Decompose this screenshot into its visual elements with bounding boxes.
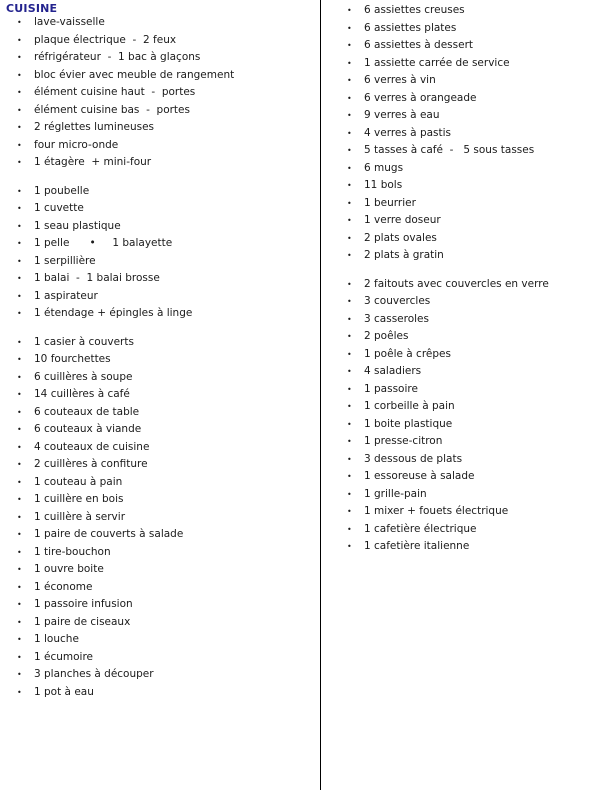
list-item	[336, 212, 615, 230]
bullet-icon: •	[17, 53, 22, 62]
list-item-label: plaque électrique - 2 feux	[34, 33, 177, 46]
bullet-icon: •	[17, 600, 22, 609]
list-item	[336, 398, 615, 416]
bullet-icon: •	[347, 349, 352, 359]
list-item	[336, 160, 615, 178]
list-item-label: 2 réglettes lumineuses	[34, 121, 154, 133]
list-item-label: 1 cuillère à servir	[34, 510, 126, 523]
list-spacer	[336, 265, 615, 276]
bullet-icon: •	[17, 123, 22, 132]
bullet-icon: •	[17, 337, 22, 347]
bullet-icon: •	[17, 274, 22, 283]
list-item	[6, 119, 318, 137]
bullet-icon: •	[347, 314, 352, 324]
bullet-icon: •	[347, 216, 352, 225]
list-item	[6, 579, 318, 597]
list-item	[6, 235, 318, 253]
bullet-icon: •	[347, 58, 352, 68]
list-item	[6, 474, 318, 492]
bullet-icon: •	[17, 565, 22, 574]
list-item	[6, 288, 318, 306]
list-item	[6, 369, 318, 387]
list-item	[6, 154, 318, 172]
list-item	[6, 404, 318, 422]
list-item	[336, 142, 615, 160]
list-item	[336, 486, 615, 504]
list-item	[336, 346, 615, 364]
list-item-label: 3 couvercles	[364, 295, 431, 307]
list-item-label: 1 poubelle	[34, 184, 90, 197]
list-item	[6, 102, 318, 120]
list-item-label: 5 tasses à café - 5 sous tasses	[364, 144, 535, 156]
list-item-label: 10 fourchettes	[34, 353, 111, 365]
list-item-label: 1 paire de couverts à salade	[34, 528, 184, 540]
bullet-icon: •	[17, 635, 22, 644]
list-item	[336, 328, 615, 346]
bullet-icon: •	[347, 419, 352, 429]
bullet-icon: •	[17, 460, 22, 469]
list-item	[336, 230, 615, 248]
bullet-icon: •	[17, 35, 22, 45]
list-item	[6, 614, 318, 632]
list-item-label: 1 mixer + fouets électrique	[364, 505, 509, 517]
list-item-label: 1 seau plastique	[34, 219, 121, 232]
list-item-label: réfrigérateur - 1 bac à glaçons	[34, 51, 201, 63]
bullet-icon: •	[347, 93, 352, 103]
list-item	[6, 253, 318, 271]
bullet-icon: •	[17, 186, 22, 196]
list-item-label: 1 verre doseur	[364, 214, 441, 226]
list-item-label: 6 couteaux à viande	[34, 423, 142, 435]
list-item	[6, 509, 318, 527]
list-item	[6, 684, 318, 702]
list-item-label: 4 couteaux de cuisine	[34, 440, 150, 453]
list-item	[336, 20, 615, 38]
list-item	[336, 177, 615, 195]
list-item	[336, 538, 615, 556]
list-item-label: 1 cuvette	[34, 202, 84, 214]
list-item	[336, 107, 615, 125]
list-item	[336, 381, 615, 399]
bullet-icon: •	[17, 442, 22, 452]
list-item-label: 1 grille-pain	[364, 487, 427, 500]
list-item	[336, 293, 615, 311]
list-item-label: 1 étendage + épingles à linge	[34, 307, 193, 319]
bullet-icon: •	[17, 530, 22, 539]
list-item	[336, 90, 615, 108]
bullet-icon: •	[347, 6, 352, 15]
list-item-label: 1 couteau à pain	[34, 475, 123, 488]
list-item	[336, 72, 615, 90]
list-item-label: 1 pelle • 1 balayette	[34, 237, 173, 249]
list-item	[336, 468, 615, 486]
list-item-label: 1 ouvre boite	[34, 563, 104, 575]
list-item-label: 6 verres à orangeade	[364, 91, 477, 104]
bullet-icon: •	[347, 146, 352, 155]
list-item-label: 1 balai - 1 balai brosse	[34, 272, 160, 284]
bullet-icon: •	[347, 454, 352, 464]
list-item-label: 1 écumoire	[34, 650, 94, 663]
list-item-label: 6 verres à vin	[364, 74, 436, 86]
bullet-icon: •	[17, 495, 22, 504]
list-item	[6, 334, 318, 352]
list-item-label: 6 mugs	[364, 161, 404, 174]
list-item	[6, 137, 318, 155]
list-item	[6, 561, 318, 579]
bullet-icon: •	[347, 233, 352, 243]
bullet-icon: •	[17, 425, 22, 434]
bullet-icon: •	[347, 507, 352, 516]
bullet-icon: •	[17, 390, 22, 399]
list-item-label: 3 dessous de plats	[364, 452, 463, 465]
list-item-label: 4 saladiers	[364, 365, 422, 377]
bullet-icon: •	[347, 437, 352, 446]
list-item-label: 1 aspirateur	[34, 289, 98, 302]
bullet-icon: •	[347, 542, 352, 551]
list-item	[6, 218, 318, 236]
list-item	[6, 491, 318, 509]
list-item-label: 14 cuillères à café	[34, 388, 130, 400]
list-item	[336, 416, 615, 434]
list-item-label: 2 cuillères à confiture	[34, 458, 148, 470]
list-item-label: 1 cafetière italienne	[364, 540, 470, 552]
list-item	[6, 270, 318, 288]
bullet-icon: •	[347, 111, 352, 120]
bullet-icon: •	[17, 355, 22, 364]
list-item	[336, 247, 615, 265]
bullet-icon: •	[17, 18, 22, 27]
list-item-label: 1 passoire infusion	[34, 598, 133, 610]
bullet-icon: •	[17, 221, 22, 231]
list-item-label: 3 casseroles	[364, 312, 429, 325]
list-item-label: 1 louche	[34, 633, 79, 645]
list-item-label: 1 poêle à crêpes	[364, 347, 451, 360]
list-item	[6, 631, 318, 649]
list-item-label: 1 boite plastique	[364, 417, 453, 430]
list-item	[336, 195, 615, 213]
list-item	[6, 14, 318, 32]
list-item-label: 2 faitouts avec couvercles en verre	[364, 277, 549, 290]
list-item-label: 2 plats ovales	[364, 231, 437, 244]
left-column-list	[6, 14, 318, 701]
left-column	[0, 14, 318, 701]
bullet-icon: •	[347, 402, 352, 411]
list-item-label: 1 pot à eau	[34, 685, 94, 698]
bullet-icon: •	[17, 547, 22, 557]
list-item-label: 1 essoreuse à salade	[364, 470, 475, 482]
list-item-label: 9 verres à eau	[364, 109, 440, 121]
list-item	[6, 596, 318, 614]
bullet-icon: •	[347, 76, 352, 85]
bullet-icon: •	[17, 309, 22, 318]
list-item-label: 6 assiettes plates	[364, 21, 457, 34]
list-item	[6, 49, 318, 67]
list-item	[6, 666, 318, 684]
list-item	[336, 55, 615, 73]
list-item	[6, 649, 318, 667]
list-item	[336, 276, 615, 294]
bullet-icon: •	[347, 279, 352, 289]
bullet-icon: •	[17, 652, 22, 662]
list-item	[6, 305, 318, 323]
list-item-label: 1 paire de ciseaux	[34, 615, 131, 628]
column-divider	[320, 0, 321, 790]
list-item-label: 1 passoire	[364, 382, 418, 395]
list-item-label: 1 casier à couverts	[34, 335, 134, 348]
list-item-label: 1 presse-citron	[364, 435, 443, 447]
list-item	[336, 311, 615, 329]
bullet-icon: •	[347, 163, 352, 173]
bullet-icon: •	[17, 239, 22, 248]
bullet-icon: •	[17, 204, 22, 213]
list-item-label: 1 beurrier	[364, 196, 416, 209]
list-item	[336, 433, 615, 451]
list-item-label: bloc évier avec meuble de rangement	[34, 68, 235, 81]
list-item	[6, 32, 318, 50]
list-spacer	[6, 323, 318, 334]
bullet-icon: •	[17, 88, 22, 97]
list-item	[6, 544, 318, 562]
list-item	[336, 363, 615, 381]
bullet-icon: •	[347, 367, 352, 376]
bullet-icon: •	[347, 332, 352, 341]
list-item-label: élément cuisine haut - portes	[34, 86, 196, 98]
list-item	[6, 351, 318, 369]
bullet-icon: •	[17, 158, 22, 167]
bullet-icon: •	[347, 489, 352, 499]
list-item	[6, 439, 318, 457]
list-item	[6, 526, 318, 544]
list-item-label: 6 couteaux de table	[34, 405, 140, 418]
list-item-label: 6 cuillères à soupe	[34, 370, 133, 383]
bullet-icon: •	[347, 23, 352, 33]
right-column-list	[336, 2, 615, 556]
list-item-label: 1 corbeille à pain	[364, 400, 455, 412]
bullet-icon: •	[17, 512, 22, 522]
list-item	[336, 125, 615, 143]
list-spacer	[6, 172, 318, 183]
bullet-icon: •	[17, 140, 22, 150]
bullet-icon: •	[17, 477, 22, 487]
list-item-label: élément cuisine bas - portes	[34, 103, 190, 116]
list-item	[6, 456, 318, 474]
list-item	[6, 84, 318, 102]
bullet-icon: •	[17, 617, 22, 627]
bullet-icon: •	[17, 670, 22, 679]
page-title: CUISINE	[6, 2, 58, 15]
right-column	[330, 2, 615, 556]
list-item-label: 3 planches à découper	[34, 668, 154, 680]
list-item-label: 6 assiettes à dessert	[364, 39, 474, 51]
bullet-icon: •	[17, 582, 22, 592]
list-item	[336, 451, 615, 469]
bullet-icon: •	[347, 41, 352, 50]
bullet-icon: •	[347, 472, 352, 481]
list-item	[6, 386, 318, 404]
list-item	[336, 2, 615, 20]
list-item-label: 1 cuillère en bois	[34, 493, 124, 505]
list-item-label: 1 serpillière	[34, 254, 96, 267]
list-item-label: 2 plats à gratin	[364, 249, 444, 261]
bullet-icon: •	[347, 524, 352, 534]
bullet-icon: •	[17, 687, 22, 697]
list-item-label: 4 verres à pastis	[364, 126, 452, 139]
list-item	[336, 521, 615, 539]
list-item-label: 6 assiettes creuses	[364, 4, 465, 16]
bullet-icon: •	[17, 407, 22, 417]
list-item-label: 1 cafetière électrique	[364, 522, 477, 535]
list-item	[6, 183, 318, 201]
list-item	[6, 421, 318, 439]
list-item-label: lave-vaisselle	[34, 16, 105, 28]
bullet-icon: •	[347, 181, 352, 190]
bullet-icon: •	[17, 256, 22, 266]
list-item-label: 1 assiette carrée de service	[364, 56, 510, 69]
list-item-label: 1 économe	[34, 580, 93, 593]
list-item	[336, 37, 615, 55]
bullet-icon: •	[347, 198, 352, 208]
bullet-icon: •	[347, 297, 352, 306]
list-item	[6, 67, 318, 85]
bullet-icon: •	[17, 70, 22, 80]
list-item	[336, 503, 615, 521]
bullet-icon: •	[17, 105, 22, 115]
list-item	[6, 200, 318, 218]
bullet-icon: •	[17, 372, 22, 382]
bullet-icon: •	[17, 291, 22, 301]
list-item-label: four micro-onde	[34, 138, 119, 151]
bullet-icon: •	[347, 128, 352, 138]
list-item-label: 1 tire-bouchon	[34, 545, 111, 558]
list-item-label: 2 poêles	[364, 330, 409, 342]
bullet-icon: •	[347, 384, 352, 394]
list-item-label: 1 étagère + mini-four	[34, 156, 152, 168]
bullet-icon: •	[347, 251, 352, 260]
list-item-label: 11 bols	[364, 179, 403, 191]
